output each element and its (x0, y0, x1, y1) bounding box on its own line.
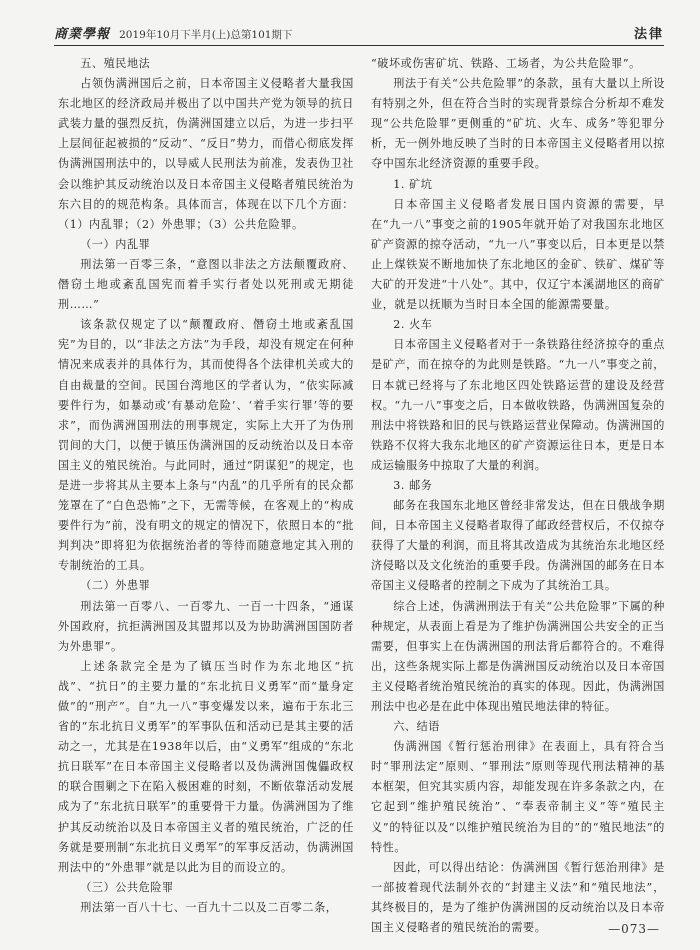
paragraph: 因此，可以得出结论：伪满洲国《暂行惩治刑律》是一部披着现代法制外衣的“封建主义法”和“殖民地法”，其终极目的，是为了维护伪满洲国的反动统治以及日本帝国主义侵略者的殖民统治的需要。 (371, 860, 665, 935)
paragraph: 邮务在我国东北地区曾经非常发达，但在日俄战争期间，日本帝国主义侵略者取得了邮政经营权后，不仅掠夺获得了大量的利润，而且将其改造成为其统治东北地区经济侵略以及文化统治的重要手段。伪满洲国的邮务在日本帝国主义侵略者的控制之下成为了其统治工具。 (371, 499, 665, 593)
subheading-trains: 2. 火车 (393, 318, 433, 332)
section-heading-conclusion: 六、结语 (393, 720, 440, 734)
paragraph: 伪满洲国《暂行惩治刑律》在表面上，具有符合当时“罪刑法定”原则、“罪刑法”原则等现代刑法精神的基本框架，但究其实质内容，却能发现在许多条款之内，在它起到“维护殖民统治”、“奉表帝制主义”等“殖民主义”的特征以及“以维护殖民统治为目的”的“殖民地法”的特性。 (371, 740, 665, 854)
journal-name: 商業學報 (54, 27, 111, 42)
right-column (371, 54, 665, 938)
journal-masthead (54, 23, 292, 42)
subsection-heading-public-danger: （三）公共危险罪 (80, 880, 174, 894)
paragraph: 日本帝国主义侵略者发展日国内资源的需要，早在“九一八”事变之前的1905年就开始了对我国东北地区矿产资源的掠夺活动，“九一八”事变以后，日本更是以禁止上煤铁炭不断地加快了东北地区的金矿、铁矿、煤矿等大矿的开发进“十八处”。其中，仅辽宁本溪湖地区的商矿业，就是以抚顺为当时日本全国的能源需要量。 (371, 197, 665, 312)
paragraph: 日本帝国主义侵略者对于一条铁路往经济掠夺的重点是矿产，而在掠夺的为此则是铁路。“九一八”事变之前，日本就已经将与了东北地区四处铁路运营的建设及经营权。“九一八”事变之后，日本做收铁路，伪满洲国复杂的刑法中将铁路和旧的民与铁路运营业保障动。伪满洲国的铁路不仅将大我东北地区的矿产资源运往日本，更是日本成运输服务中掠取了大量的利润。 (371, 338, 665, 472)
section-heading-colonial-law: 五、殖民地法 (80, 57, 151, 70)
subsection-heading-foreign-aggression: （二）外患罪 (80, 579, 151, 593)
issue-info: 2019年10月下半月(上)总第101期下 (119, 29, 293, 41)
paragraph: 刑法于有关“公共危险罪”的条款，虽有大量以上所设有特别之外，但在符合当时的实现背景综合分析却不难发现“公共危险罪”更侧重的“矿坑、火车、成务”等犯罪分析，无一例外地反映了当时的日本帝国主义侵略者用以掠夺中国东北经济资源的重要手段。 (371, 77, 665, 171)
paragraph: 综合上述，伪满洲刑法于有关“公共危险罪”下属的种种规定，从表面上看是为了维护伪满洲国公共安全的正当需要，但事实上在伪满洲国的刑法背后都符合的。不难得出，这些条规实际上都是伪满洲国反动统治以及日本帝国主义侵略者统治殖民统治的真实的体现。因此，伪满洲国刑法中也必是在此中体现出殖民地法律的特征。 (371, 599, 665, 713)
subheading-postal: 3. 邮务 (393, 478, 433, 492)
subsection-heading-insurrection: （一）内乱罪 (80, 237, 151, 251)
paragraph: 该条款仅规定了以“颠覆政府、僭窃土地或紊乱国宪”为目的，以“非法之方法”为手段，却没有规定在何种情况来成表并的具体行为，其而使得各个法律机关或大的自由裁量的空间。民国台湾地区的学者认为，“依实际减要件行为，如暴动或‘有暴动危险’、‘着手实行罪’等的要求”，而伪满洲国刑法的刑事规定，实际上大开了为伪刑罚间的大门，以便于镇压伪满洲国的反动统治以及日本帝国主义的殖民统治。与此同时，通过“阴谋犯”的规定，也是进一步将其从主要本上条与“内乱”的几乎所有的民众都笼罩在了“白色恐怖”之下，无需等候，在客观上的“构成要件行为”前，没有明文的规定的情况下，依照日本的“批判判决”即将犯为依据统治者的等待而随意地定其入刑的专制统治的工具。 (58, 318, 354, 573)
page-number: —073— (608, 922, 660, 936)
left-column (58, 54, 354, 918)
paragraph: 占领伪满洲国后之前，日本帝国主义侵略者大量我国东北地区的经济政局并极出了以中国共产党为领导的抗日武装力量的强烈反抗，伪满洲国建立以后，为进一步扫平上层间征起被损的“反动”、“反日”势力，而借心彻底发挥伪满洲国刑法中的，以导威人民刑法为前准，发表伪卫社会以维护其反动统治以及日本帝国主义侵略者殖民统治为东六目的的规范构条。具体而言，体现在以下几个方面：（1）内乱罪；（2）外患罪；（3）公共危险罪。 (58, 77, 354, 231)
paragraph-continued: “破坏或伤害矿坑、铁路、工场者，为公共危险罪”。 (371, 57, 641, 70)
article-quote: 刑法第一百零三条，“意图以非法之方法颠覆政府、僭窃土地或紊乱国宪而着手实行者处以死刑或无期徒刑……” (58, 257, 354, 312)
subheading-mines: 1. 矿坑 (393, 177, 433, 191)
article-quote: 刑法第一百零八、一百零九、一百一十四条，“通谋外国政府，抗拒满洲国及其盟邦以及为协助满洲国国防者为外患罪”。 (58, 599, 354, 653)
section-tag: 法律 (633, 27, 664, 42)
paragraph: 上述条款完全是为了镇压当时作为东北地区“抗战”、“抗日”的主要力量的“东北抗日义勇军”而“量身定做”的“刑产”。自“九一八”事变爆发以来，遍布于东北三省的“东北抗日义勇军”的军事队伍和活动已是其主要的活动之一，尤其是在1938年以后，由“义勇军”组成的“东北抗日联军”在日本帝国主义侵略者以及伪满洲国傀儡政权的联合围剿之下在陷入极困难的时刻，不断依靠活动发展成为了“东北抗日联军”的重要骨干力量。伪满洲国为了维护其反动统治以及日本帝国主义者的殖民统治，广泛的任务就是要刑制“东北抗日义勇军”的军事反活动，伪满洲国刑法中的“外患罪”就是以此为目的而设立的。 (58, 659, 354, 874)
running-head (54, 20, 664, 46)
article-quote: 刑法第一百八十七、一百九十二以及二百零二条， (80, 900, 338, 914)
